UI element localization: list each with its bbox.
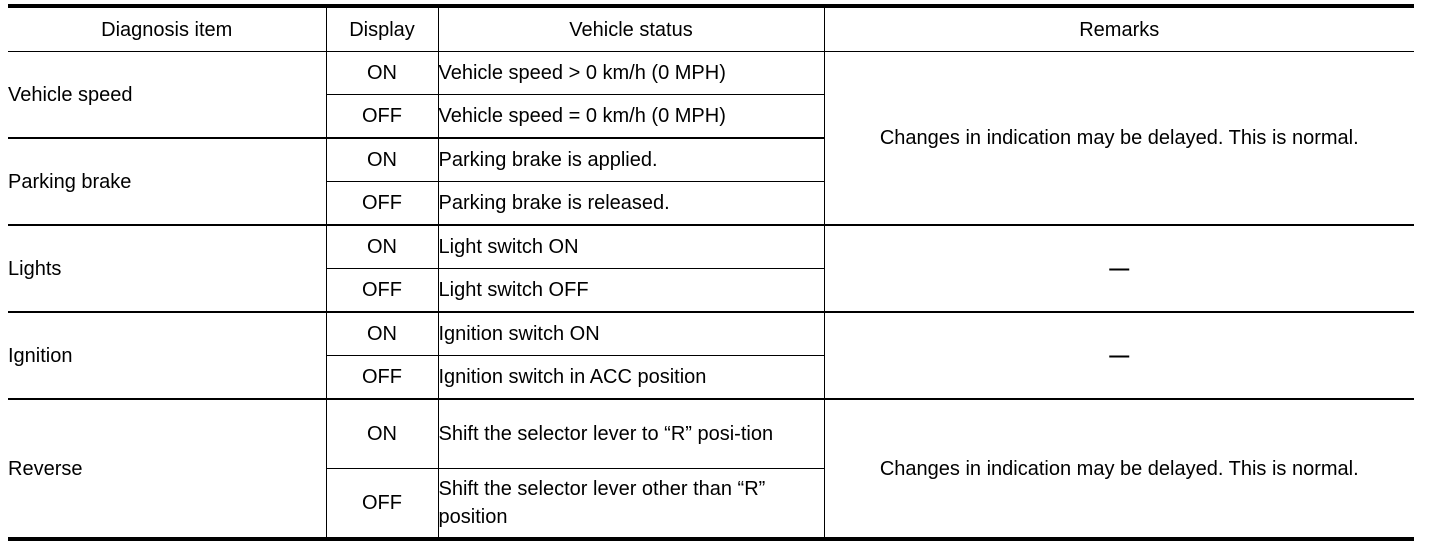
- display-off: OFF: [326, 95, 438, 139]
- diagnosis-item-vehicle-speed: Vehicle speed: [8, 52, 326, 139]
- remarks-dash: —: [1109, 344, 1130, 367]
- display-on: ON: [326, 138, 438, 182]
- vehicle-status: Shift the selector lever to “R” posi-tion: [438, 399, 824, 469]
- vehicle-status: Parking brake is released.: [438, 182, 824, 226]
- vehicle-status: Ignition switch in ACC position: [438, 356, 824, 400]
- remarks-cell: [824, 225, 1414, 312]
- diagnosis-item-reverse: Reverse: [8, 399, 326, 539]
- diagnosis-item-ignition: Ignition: [8, 312, 326, 399]
- header-row: [8, 6, 1414, 52]
- vehicle-status: Light switch OFF: [438, 269, 824, 313]
- display-on: ON: [326, 225, 438, 269]
- display-off: OFF: [326, 469, 438, 540]
- remarks-dash: —: [1109, 257, 1130, 280]
- header-diagnosis-item: Diagnosis item: [8, 6, 326, 52]
- header-remarks: Remarks: [824, 6, 1414, 52]
- display-off: OFF: [326, 356, 438, 400]
- vehicle-status: Parking brake is applied.: [438, 138, 824, 182]
- remarks-cell: Changes in indication may be delayed. This is normal.: [824, 399, 1414, 539]
- table-row: [8, 225, 1414, 269]
- display-on: ON: [326, 52, 438, 95]
- table-row: [8, 312, 1414, 356]
- diagnosis-table: [8, 4, 1414, 541]
- remarks-cell: [824, 312, 1414, 399]
- table-row: [8, 399, 1414, 469]
- header-vehicle-status: Vehicle status: [438, 6, 824, 52]
- vehicle-status: Ignition switch ON: [438, 312, 824, 356]
- vehicle-status: Vehicle speed = 0 km/h (0 MPH): [438, 95, 824, 139]
- diagnosis-item-lights: Lights: [8, 225, 326, 312]
- display-off: OFF: [326, 269, 438, 313]
- header-display: Display: [326, 6, 438, 52]
- display-on: ON: [326, 312, 438, 356]
- diagnosis-item-parking-brake: Parking brake: [8, 138, 326, 225]
- display-on: ON: [326, 399, 438, 469]
- vehicle-status: Vehicle speed > 0 km/h (0 MPH): [438, 52, 824, 95]
- vehicle-status: Light switch ON: [438, 225, 824, 269]
- vehicle-status: Shift the selector lever other than “R” position: [438, 469, 824, 540]
- table-row: [8, 52, 1414, 95]
- remarks-cell: Changes in indication may be delayed. This is normal.: [824, 52, 1414, 226]
- display-off: OFF: [326, 182, 438, 226]
